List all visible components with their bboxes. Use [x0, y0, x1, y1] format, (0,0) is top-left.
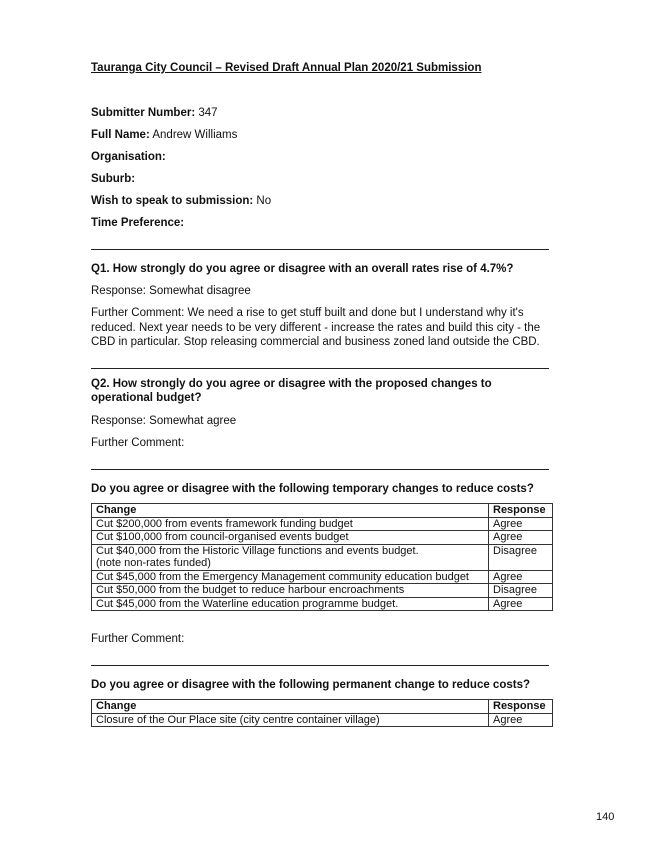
field-label: Organisation: — [91, 151, 166, 163]
table-header-row — [92, 504, 553, 518]
change-cell: Cut $100,000 from council-organised events budget — [92, 531, 489, 545]
q1-question: Q1. How strongly do you agree or disagree with an overall rates rise of 4.7%? — [91, 263, 514, 275]
response-cell: Agree — [489, 531, 553, 545]
temporary-question: Do you agree or disagree with the following temporary changes to reduce costs? — [91, 483, 534, 495]
divider — [91, 665, 549, 666]
field-value: Andrew Williams — [149, 129, 238, 141]
q2-response: Response: Somewhat agree — [91, 415, 237, 427]
time-preference-field — [91, 217, 184, 229]
header-response: Response — [489, 700, 553, 714]
change-cell — [92, 544, 489, 570]
q2-comment: Further Comment: — [91, 437, 185, 449]
change-text: Cut $40,000 from the Historic Village functions and events budget. — [96, 544, 419, 557]
q2-question: Q2. How strongly do you agree or disagree with the proposed changes to operational budget? — [91, 378, 492, 404]
q1-comment: Further Comment: We need a rise to get stuff built and done but I understand why it's reduced. Next year needs to be very different - increase the rates and build this city - the CBD in particular. Stop releasing commercial and business zoned land outside the CBD. — [91, 307, 541, 348]
table-row — [92, 531, 553, 545]
change-cell: Cut $45,000 from the Emergency Management community education budget — [92, 570, 489, 584]
change-cell: Cut $200,000 from events framework funding budget — [92, 517, 489, 531]
field-label: Wish to speak to submission: — [91, 195, 254, 207]
change-cell: Closure of the Our Place site (city centre container village) — [92, 713, 489, 727]
table-row — [92, 570, 553, 584]
header-change: Change — [92, 700, 489, 714]
permanent-question: Do you agree or disagree with the following permanent change to reduce costs? — [91, 679, 530, 691]
full-name-field — [91, 129, 237, 141]
q1-response: Response: Somewhat disagree — [91, 285, 251, 297]
change-note: (note non-rates funded) — [96, 557, 211, 569]
table-row — [92, 517, 553, 531]
temporary-changes-table — [91, 503, 553, 611]
table-header-row — [92, 700, 553, 714]
response-cell: Agree — [489, 713, 553, 727]
table-row — [92, 713, 553, 727]
field-label: Suburb: — [91, 173, 136, 185]
suburb-field — [91, 173, 135, 185]
organisation-field — [91, 151, 166, 163]
wish-to-speak-field — [91, 195, 271, 207]
response-cell: Agree — [489, 517, 553, 531]
header-response: Response — [489, 504, 553, 518]
response-cell: Agree — [489, 597, 553, 611]
divider — [91, 249, 549, 250]
table-row — [92, 597, 553, 611]
response-cell: Agree — [489, 570, 553, 584]
change-cell: Cut $50,000 from the budget to reduce harbour encroachments — [92, 584, 489, 598]
header-change: Change — [92, 504, 489, 518]
response-cell: Disagree — [489, 584, 553, 598]
table-row — [92, 544, 553, 570]
field-label: Submitter Number: — [91, 107, 196, 119]
divider — [91, 368, 549, 369]
submitter-number-field — [91, 107, 218, 119]
field-value: 347 — [195, 107, 218, 119]
field-label: Time Preference: — [91, 217, 185, 229]
document-title: Tauranga City Council – Revised Draft Annual Plan 2020/21 Submission — [91, 62, 482, 74]
response-cell: Disagree — [489, 544, 553, 570]
temporary-comment: Further Comment: — [91, 633, 185, 645]
table-row — [92, 584, 553, 598]
page-number: 140 — [596, 811, 615, 823]
change-cell: Cut $45,000 from the Waterline education programme budget. — [92, 597, 489, 611]
field-value: No — [253, 195, 272, 207]
divider — [91, 469, 549, 470]
permanent-change-table — [91, 699, 553, 727]
field-label: Full Name: — [91, 129, 150, 141]
